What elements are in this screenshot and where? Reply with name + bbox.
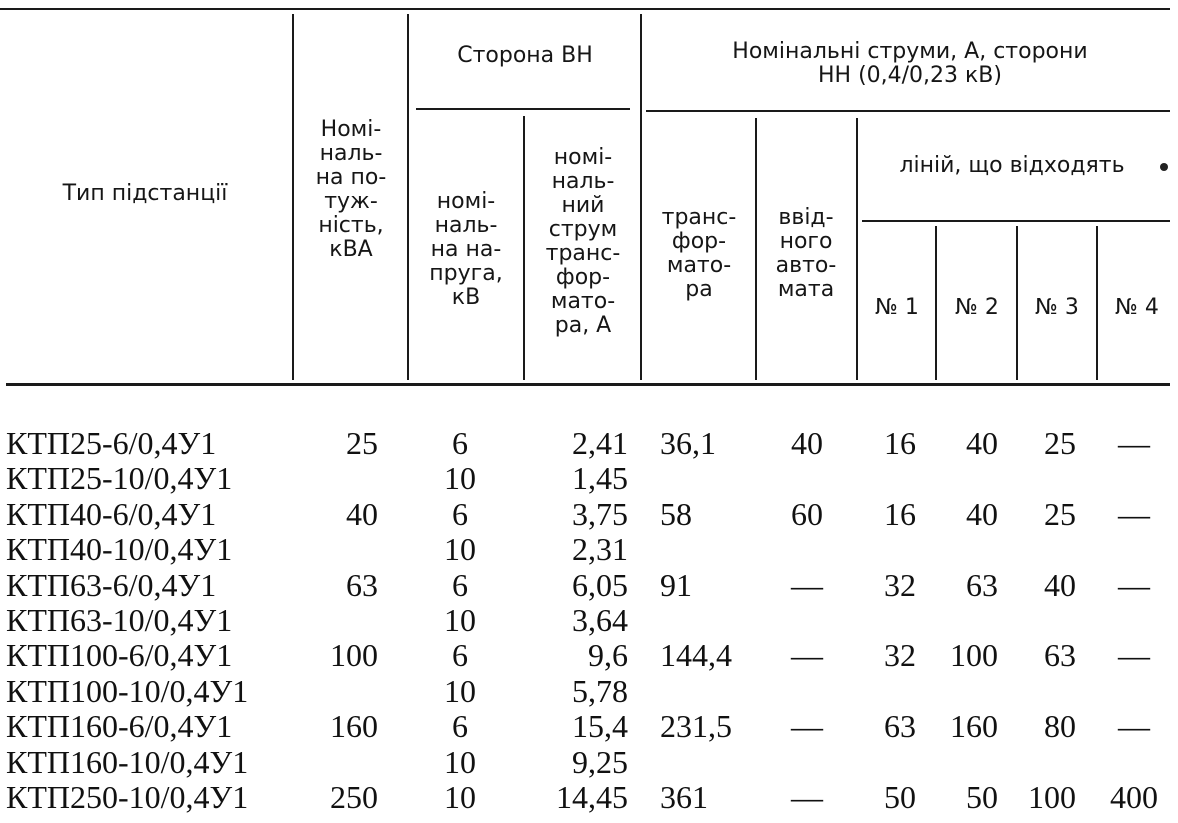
vline-3: [523, 116, 525, 380]
lines-sub-rule: [862, 220, 1170, 222]
header-type: Тип підстанції: [62, 181, 228, 206]
cell-hv-current: 6,05: [572, 566, 628, 603]
header-transformer: транс- фор- мато- ра: [661, 205, 737, 302]
cell-transformer: 361: [660, 779, 708, 815]
cell-line-1: 63: [884, 708, 916, 745]
cell-transformer: 91: [660, 566, 692, 603]
cell-line-2: 100: [950, 637, 998, 674]
vline-5: [755, 118, 757, 380]
vline-4: [640, 14, 642, 380]
cell-line-1: 16: [884, 425, 916, 461]
cell-line-3: 25: [1044, 495, 1076, 532]
cell-line-4: —: [1118, 425, 1150, 461]
cell-hv-voltage: 10: [444, 460, 476, 497]
cell-line-4: —: [1118, 708, 1150, 745]
cell-hv-voltage: 6: [452, 708, 468, 745]
cell-line-3: 100: [1028, 779, 1076, 815]
cell-power: 100: [330, 637, 378, 674]
cell-hv-current: 14,45: [556, 779, 628, 815]
cell-type: КТП160-10/0,4У1: [6, 743, 249, 780]
cell-hv-current: 9,25: [572, 743, 628, 780]
cell-line-2: 63: [966, 566, 998, 603]
cell-transformer: 231,5: [660, 708, 732, 745]
cell-hv-voltage: 10: [444, 779, 476, 815]
cell-hv-voltage: 6: [452, 425, 468, 461]
cell-line-3: 40: [1044, 566, 1076, 603]
cell-hv-current: 2,31: [572, 531, 628, 568]
cell-hv-current: 3,75: [572, 495, 628, 532]
cell-hv-current: 2,41: [572, 425, 628, 461]
cell-type: КТП63-10/0,4У1: [6, 602, 233, 638]
cell-hv-voltage: 6: [452, 495, 468, 532]
cell-type: КТП160-6/0,4У1: [6, 708, 233, 745]
header-lines: ліній, що відходять: [899, 153, 1125, 178]
cell-type: КТП100-10/0,4У1: [6, 672, 249, 709]
cell-line-1: 50: [884, 779, 916, 815]
cell-line-3: 25: [1044, 425, 1076, 461]
header-hv-side: Сторона ВН: [457, 43, 593, 68]
cell-line-4: —: [1118, 495, 1150, 532]
cell-line-4: 400: [1110, 779, 1158, 815]
cell-line-1: 32: [884, 566, 916, 603]
cell-breaker: —: [791, 708, 823, 745]
cell-transformer: 58: [660, 495, 692, 532]
cell-power: 63: [346, 566, 378, 603]
cell-line-4: —: [1118, 637, 1150, 674]
cell-type: КТП40-10/0,4У1: [6, 531, 233, 568]
cell-hv-voltage: 10: [444, 743, 476, 780]
cell-line-1: 16: [884, 495, 916, 532]
cell-power: 160: [330, 708, 378, 745]
header-n4: № 4: [1115, 295, 1159, 320]
cell-type: КТП63-6/0,4У1: [6, 566, 217, 603]
cell-hv-current: 15,4: [572, 708, 628, 745]
lv-sub-rule: [646, 110, 1170, 112]
cell-type: КТП40-6/0,4У1: [6, 495, 217, 532]
cell-hv-voltage: 10: [444, 531, 476, 568]
header-bottom-rule: [6, 383, 1170, 386]
cell-hv-voltage: 6: [452, 637, 468, 674]
header-n1: № 1: [875, 295, 919, 320]
cell-hv-voltage: 10: [444, 672, 476, 709]
bullet-mark: [1160, 163, 1168, 171]
cell-hv-current: 5,78: [572, 672, 628, 709]
header-n3: № 3: [1035, 295, 1079, 320]
cell-line-3: 80: [1044, 708, 1076, 745]
cell-type: КТП25-10/0,4У1: [6, 460, 233, 497]
cell-hv-current: 1,45: [572, 460, 628, 497]
cell-line-2: 160: [950, 708, 998, 745]
cell-hv-current: 9,6: [588, 637, 628, 674]
cell-transformer: 36,1: [660, 425, 716, 461]
vline-6: [856, 118, 858, 380]
cell-line-1: 32: [884, 637, 916, 674]
cell-line-2: 40: [966, 495, 998, 532]
header-lv-currents: Номінальні струми, А, сторони НН (0,4/0,23 кВ): [732, 39, 1088, 88]
cell-power: 250: [330, 779, 378, 815]
header-n2: № 2: [955, 295, 999, 320]
cell-power: 40: [346, 495, 378, 532]
cell-breaker: —: [791, 566, 823, 603]
cell-hv-voltage: 6: [452, 566, 468, 603]
header-hv-current: номі- наль- ний струм транс- фор- мато- ра, А: [545, 145, 621, 338]
vline-1: [292, 14, 294, 380]
cell-hv-current: 3,64: [572, 602, 628, 638]
cell-line-2: 50: [966, 779, 998, 815]
header-hv-voltage: номі- наль- на на- пруга, кВ: [429, 189, 503, 310]
top-rule: [0, 8, 1170, 10]
header-power: Номі- наль- на по- туж- ність, кВА: [315, 117, 387, 262]
cell-line-2: 40: [966, 425, 998, 461]
vline-2: [407, 14, 409, 380]
cell-hv-voltage: 10: [444, 602, 476, 638]
cell-line-3: 63: [1044, 637, 1076, 674]
cell-type: КТП100-6/0,4У1: [6, 637, 233, 674]
cell-breaker: 40: [791, 425, 823, 461]
cell-power: 25: [346, 425, 378, 461]
cell-breaker: —: [791, 779, 823, 815]
header-input-breaker: ввід- ного авто- мата: [775, 205, 837, 302]
cell-breaker: 60: [791, 495, 823, 532]
cell-breaker: —: [791, 637, 823, 674]
cell-transformer: 144,4: [660, 637, 732, 674]
cell-type: КТП250-10/0,4У1: [6, 779, 249, 815]
cell-type: КТП25-6/0,4У1: [6, 425, 217, 461]
hv-sub-rule: [416, 108, 630, 110]
cell-line-4: —: [1118, 566, 1150, 603]
